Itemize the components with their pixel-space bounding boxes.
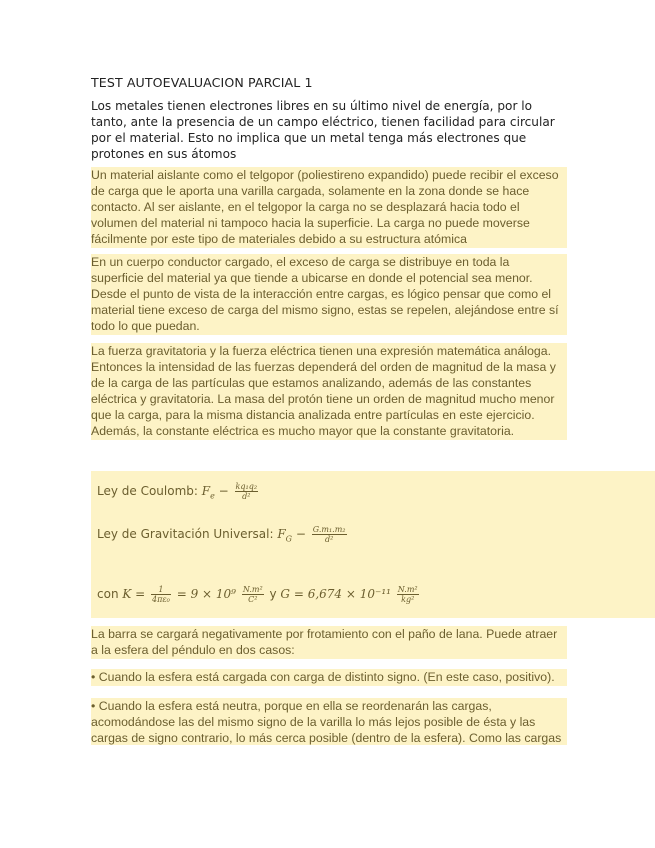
document-title: TEST AUTOEVALUACION PARCIAL 1 [91, 75, 313, 90]
g-symbol: G [280, 587, 290, 601]
answer-paragraph-3: La fuerza gravitatoria y la fuerza eléctrica tienen una expresión matemática análoga. Entonces la intensidad de las fuerzas dependerá del orden de magnitud de la masa y de la carga de las partículas que estamos analizando, además de las constantes eléctrica y gravitatoria. La masa del protón tiene un orden de magnitud mucho menor que la carga, para la misma distancia analizada entre partículas en este ejercicio. Además, la constante eléctrica es mucho mayor que la constante gravitatoria. [91, 343, 567, 440]
answer-paragraph-1: Un material aislante como el telgopor (poliestireno expandido) puede recibir el exceso de carga que le aporta una varilla cargada, solamente en la zona donde se hace contacto. Al ser aislante, en el telgopor la carga no se desplazará hacia todo el volumen del material ni tampoco hacia la superficie. La carga no puede moverse fácilmente por este tipo de materiales debido a su estructura atómica [91, 167, 567, 248]
g-value: = 6,674 × 10⁻¹¹ [293, 587, 391, 601]
k-symbol: K [122, 587, 132, 601]
answer-paragraph-2: En un cuerpo conductor cargado, el exceso de carga se distribuye en toda la superficie del material ya que tiende a ubicarse en donde el potencial sea menor. Desde el punto de vista de la interacción entre cargas, es lógico pensar que como el material tiene exceso de carga del mismo signo, estas se repelen, alejándose entre sí todo lo que puedan. [91, 254, 567, 335]
coulomb-label: Ley de Coulomb: [97, 484, 202, 498]
gravitation-fraction: $\frac{\text{G.m₁.m₂}}{\text{d²}}$ [312, 525, 346, 544]
k-unit: $\frac{\text{N.m²}}{\text{C²}}$ [242, 585, 263, 604]
coulomb-fraction: $\frac{\text{kq₁q₂}}{\text{d²}}$ [235, 482, 258, 501]
case-2-paragraph: • Cuando la esfera está neutra, porque en ella se reordenarán las cargas, acomodándose las del mismo signo de la varilla lo más lejos posible de ésta y las cargas de signo contrario, lo más cerca posible (dentro de la esfera). Como las cargas [91, 698, 567, 745]
formula-box [91, 471, 655, 618]
gravitation-law: Ley de Gravitación Universal: $F_G$ − $\frac{\text{G.m₁.m₂}}{\text{d²}}$ [97, 525, 346, 544]
intro-paragraph: Los metales tienen electrones libres en su último nivel de energía, por lo tanto, ante la presencia de un campo eléctrico, tienen facilidad para circular por el material. Esto no implica que un metal tenga más electrones que protones en sus átomos [91, 99, 555, 161]
barra-paragraph: La barra se cargará negativamente por frotamiento con el paño de lana. Puede atraer a la esfera del péndulo en dos casos: [91, 626, 567, 659]
k-fraction: $\frac{1}{\text{4πε₀}}$ [152, 585, 170, 604]
g-unit: $\frac{\text{N.m²}}{\text{kg²}}$ [397, 585, 418, 604]
gravitation-lhs: $F_G$ [277, 527, 293, 544]
coulomb-lhs: $F_e$ [201, 484, 215, 501]
coulomb-law: Ley de Coulomb: $F_e$ − $\frac{\text{kq₁q₂}}{\text{d²}}$ [97, 482, 258, 501]
gravitation-label: Ley de Gravitación Universal: [97, 527, 278, 541]
case-1-paragraph: • Cuando la esfera está cargada con carga de distinto signo. (En este caso, positivo). [91, 669, 567, 686]
k-value: = 9 × 10⁹ [176, 587, 236, 601]
constants-line: con K = $\frac{1}{\text{4πε₀}}$ = 9 × 10⁹ $\frac{\text{N.m²}}{\text{C²}}$ y G = 6,674 × 10⁻¹¹ $\frac{\text{N.m²}}{\text{kg²}}$ [97, 585, 418, 604]
